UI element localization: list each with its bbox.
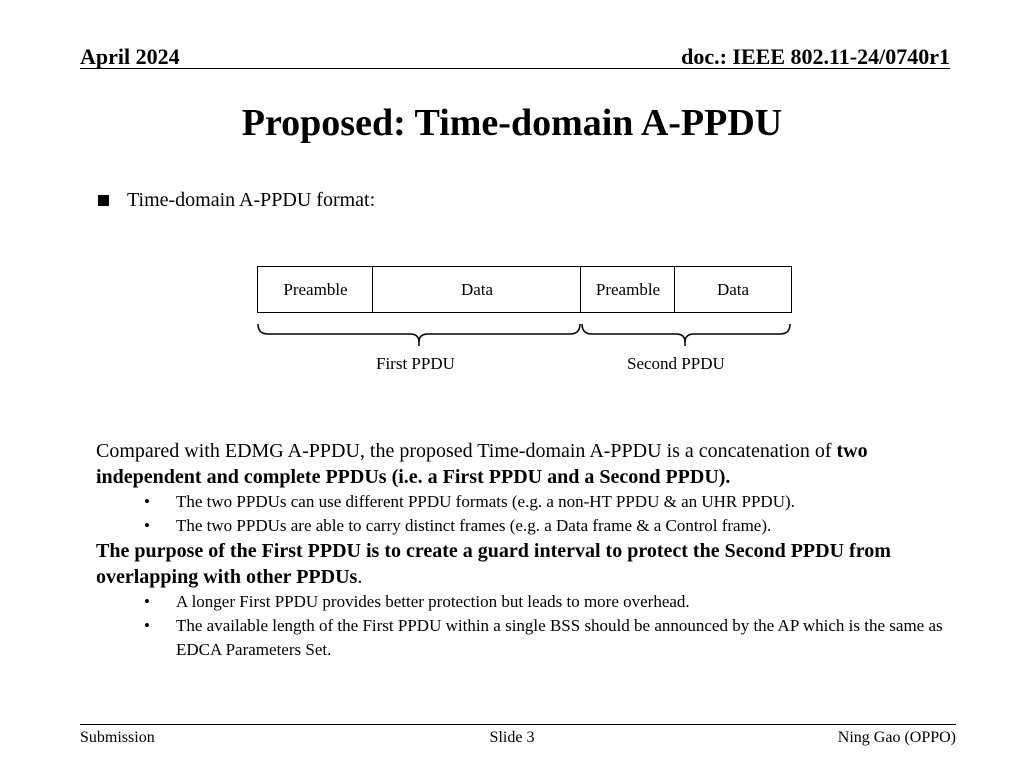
header-doc-id: doc.: IEEE 802.11-24/0740r1 [681, 44, 950, 69]
footer-rule [80, 724, 956, 725]
sub-bullet [96, 514, 956, 538]
sub-bullet-text: The available length of the First PPDU within a single BSS should be announced by the AP which is the same as EDCA Parameters Set. [176, 616, 943, 659]
second-data-segment: Data [674, 266, 792, 313]
first-ppdu-label: First PPDU [376, 354, 455, 373]
paragraph-1-bold: two independent and complete PPDUs (i.e. a First PPDU and a Second PPDU). [96, 440, 868, 488]
body-text [96, 438, 956, 662]
paragraph-1-text: Compared with EDMG A-PPDU, the proposed Time-domain A-PPDU is a concatenation of [96, 440, 837, 462]
bullet-dot-icon: • [144, 516, 150, 535]
second-ppdu-brace [582, 324, 790, 342]
first-data-segment: Data [372, 266, 582, 313]
paragraph-1 [96, 438, 956, 490]
sub-bullet [96, 590, 956, 614]
footer-slide-number: Slide 3 [489, 729, 535, 746]
first-preamble-segment: Preamble [257, 266, 374, 313]
bullet-text: Time-domain A-PPDU format: [127, 189, 376, 211]
bullet-dot-icon: • [144, 592, 150, 611]
bullet-dot-icon: • [144, 492, 150, 511]
sub-bullet-text: The two PPDUs are able to carry distinct frames (e.g. a Data frame & a Control frame). [176, 516, 772, 535]
footer-submission: Submission [80, 729, 155, 746]
sub-bullet [96, 490, 956, 514]
bullet-dot-icon: • [144, 616, 150, 635]
sub-bullet [96, 614, 956, 662]
header-date: April 2024 [80, 44, 180, 69]
slide-title: Proposed: Time-domain A-PPDU [241, 102, 783, 144]
second-preamble-segment: Preamble [580, 266, 676, 313]
footer-author: Ning Gao (OPPO) [837, 729, 956, 746]
paragraph-2-bold: The purpose of the First PPDU is to create a guard interval to protect the Second PPDU from overlapping with other PPDUs [96, 540, 891, 588]
paragraph-2-tail: . [357, 566, 363, 588]
paragraph-2 [96, 538, 956, 590]
sub-bullet-text: The two PPDUs can use different PPDU formats (e.g. a non-HT PPDU & an UHR PPDU). [176, 492, 795, 511]
sub-bullet-text: A longer First PPDU provides better protection but leads to more overhead. [176, 592, 690, 611]
second-ppdu-label: Second PPDU [627, 354, 725, 373]
